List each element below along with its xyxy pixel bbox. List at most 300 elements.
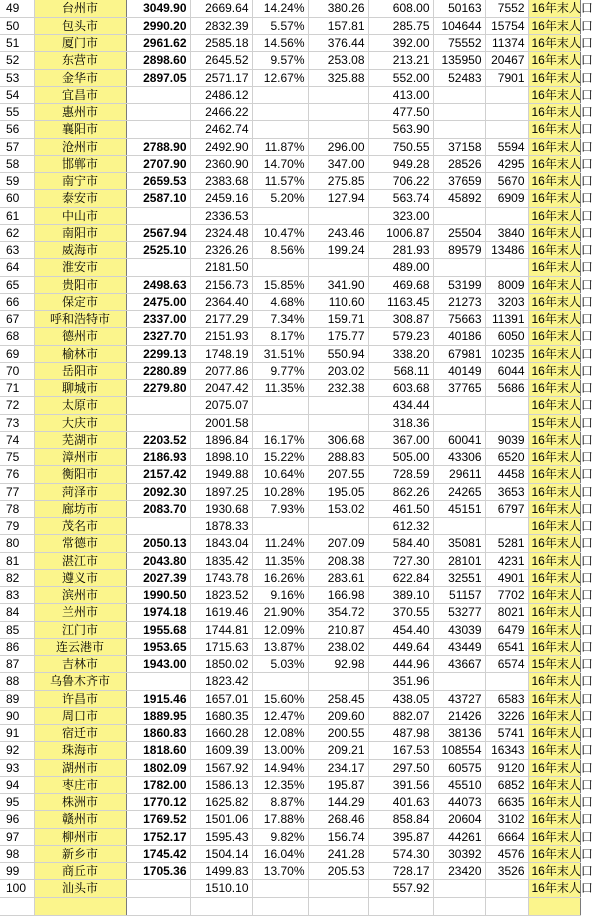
rank-cell[interactable]: 73: [0, 414, 34, 431]
population-cell[interactable]: 323.00: [368, 207, 433, 224]
rank-cell[interactable]: 72: [0, 397, 34, 414]
per-capita-cny-cell[interactable]: 135950: [433, 52, 485, 69]
rank-cell[interactable]: 75: [0, 449, 34, 466]
population-cell[interactable]: 351.96: [368, 673, 433, 690]
population-note-cell[interactable]: 16年末人口: [528, 224, 580, 241]
per-capita-usd-cell[interactable]: 5686: [485, 380, 528, 397]
per-capita-cny-cell[interactable]: 52483: [433, 69, 485, 86]
city-name-cell[interactable]: 廊坊市: [34, 500, 126, 517]
increment-cell[interactable]: 376.44: [308, 35, 368, 52]
gdp-2017-cell[interactable]: 1782.00: [126, 776, 190, 793]
population-note-cell[interactable]: 16年末人口: [528, 190, 580, 207]
city-name-cell[interactable]: 泰安市: [34, 190, 126, 207]
gdp-2016-cell[interactable]: 2326.26: [190, 242, 252, 259]
growth-rate-cell[interactable]: 16.26%: [252, 569, 308, 586]
increment-cell[interactable]: 207.09: [308, 535, 368, 552]
population-note-cell[interactable]: 16年末人口: [528, 17, 580, 34]
per-capita-usd-cell[interactable]: 3840: [485, 224, 528, 241]
city-name-cell[interactable]: 常德市: [34, 535, 126, 552]
per-capita-cny-cell[interactable]: 37659: [433, 173, 485, 190]
per-capita-usd-cell[interactable]: 4231: [485, 552, 528, 569]
rank-cell[interactable]: 76: [0, 466, 34, 483]
city-name-cell[interactable]: 宿迁市: [34, 725, 126, 742]
increment-cell[interactable]: [308, 397, 368, 414]
per-capita-usd-cell[interactable]: 8021: [485, 604, 528, 621]
per-capita-cny-cell[interactable]: 24265: [433, 483, 485, 500]
per-capita-cny-cell[interactable]: [433, 414, 485, 431]
per-capita-usd-cell[interactable]: 3653: [485, 483, 528, 500]
gdp-2017-cell[interactable]: [126, 207, 190, 224]
per-capita-usd-cell[interactable]: [485, 86, 528, 103]
gdp-2016-cell[interactable]: 1501.06: [190, 811, 252, 828]
increment-cell[interactable]: 296.00: [308, 138, 368, 155]
gdp-2016-cell[interactable]: 2364.40: [190, 293, 252, 310]
gdp-2017-cell[interactable]: 3049.90: [126, 0, 190, 17]
city-name-cell[interactable]: 湖州市: [34, 759, 126, 776]
per-capita-cny-cell[interactable]: 43667: [433, 656, 485, 673]
population-cell[interactable]: 552.00: [368, 69, 433, 86]
growth-rate-cell[interactable]: 10.28%: [252, 483, 308, 500]
growth-rate-cell[interactable]: 10.64%: [252, 466, 308, 483]
gdp-2016-cell[interactable]: 2077.86: [190, 362, 252, 379]
population-note-cell[interactable]: 16年末人口: [528, 121, 580, 138]
per-capita-cny-cell[interactable]: 37158: [433, 138, 485, 155]
gdp-2017-cell[interactable]: 1974.18: [126, 604, 190, 621]
empty-cell[interactable]: [368, 897, 433, 915]
per-capita-usd-cell[interactable]: [485, 397, 528, 414]
gdp-2017-cell[interactable]: 2327.70: [126, 328, 190, 345]
gdp-2016-cell[interactable]: 2571.17: [190, 69, 252, 86]
population-note-cell[interactable]: 16年末人口: [528, 483, 580, 500]
growth-rate-cell[interactable]: 12.09%: [252, 621, 308, 638]
population-cell[interactable]: 1006.87: [368, 224, 433, 241]
growth-rate-cell[interactable]: 12.08%: [252, 725, 308, 742]
gdp-2016-cell[interactable]: 2360.90: [190, 155, 252, 172]
per-capita-usd-cell[interactable]: 5741: [485, 725, 528, 742]
gdp-2016-cell[interactable]: 1619.46: [190, 604, 252, 621]
gdp-2017-cell[interactable]: 1745.42: [126, 845, 190, 862]
per-capita-cny-cell[interactable]: 43449: [433, 638, 485, 655]
per-capita-cny-cell[interactable]: 37765: [433, 380, 485, 397]
gdp-2017-cell[interactable]: 1705.36: [126, 863, 190, 880]
gdp-2016-cell[interactable]: 1609.39: [190, 742, 252, 759]
city-name-cell[interactable]: 柳州市: [34, 828, 126, 845]
rank-cell[interactable]: 83: [0, 587, 34, 604]
per-capita-usd-cell[interactable]: 6909: [485, 190, 528, 207]
gdp-2016-cell[interactable]: 1510.10: [190, 880, 252, 897]
per-capita-cny-cell[interactable]: [433, 121, 485, 138]
empty-cell[interactable]: [433, 897, 485, 915]
increment-cell[interactable]: [308, 518, 368, 535]
per-capita-usd-cell[interactable]: 4576: [485, 845, 528, 862]
gdp-2016-cell[interactable]: 1949.88: [190, 466, 252, 483]
per-capita-usd-cell[interactable]: 11374: [485, 35, 528, 52]
city-name-cell[interactable]: 岳阳市: [34, 362, 126, 379]
population-cell[interactable]: 1163.45: [368, 293, 433, 310]
rank-cell[interactable]: 59: [0, 173, 34, 190]
gdp-2017-cell[interactable]: 2567.94: [126, 224, 190, 241]
rank-cell[interactable]: 100: [0, 880, 34, 897]
per-capita-cny-cell[interactable]: 44261: [433, 828, 485, 845]
per-capita-cny-cell[interactable]: 44073: [433, 794, 485, 811]
per-capita-cny-cell[interactable]: [433, 104, 485, 121]
population-note-cell[interactable]: 16年末人口: [528, 380, 580, 397]
rank-cell[interactable]: 91: [0, 725, 34, 742]
population-note-cell[interactable]: 16年末人口: [528, 173, 580, 190]
city-name-cell[interactable]: 滨州市: [34, 587, 126, 604]
rank-cell[interactable]: 71: [0, 380, 34, 397]
per-capita-usd-cell[interactable]: [485, 259, 528, 276]
per-capita-cny-cell[interactable]: 53277: [433, 604, 485, 621]
per-capita-usd-cell[interactable]: [485, 673, 528, 690]
city-name-cell[interactable]: 大庆市: [34, 414, 126, 431]
population-cell[interactable]: 213.21: [368, 52, 433, 69]
gdp-2016-cell[interactable]: 2324.48: [190, 224, 252, 241]
population-note-cell[interactable]: 16年末人口: [528, 776, 580, 793]
gdp-2017-cell[interactable]: [126, 880, 190, 897]
gdp-2016-cell[interactable]: 1499.83: [190, 863, 252, 880]
population-cell[interactable]: 461.50: [368, 500, 433, 517]
per-capita-usd-cell[interactable]: 7901: [485, 69, 528, 86]
city-name-cell[interactable]: 沧州市: [34, 138, 126, 155]
population-note-cell[interactable]: 16年末人口: [528, 207, 580, 224]
growth-rate-cell[interactable]: 15.22%: [252, 449, 308, 466]
gdp-2017-cell[interactable]: 1769.52: [126, 811, 190, 828]
per-capita-cny-cell[interactable]: [433, 259, 485, 276]
increment-cell[interactable]: 195.05: [308, 483, 368, 500]
increment-cell[interactable]: 209.21: [308, 742, 368, 759]
empty-cell[interactable]: [0, 897, 34, 915]
gdp-2016-cell[interactable]: 2462.74: [190, 121, 252, 138]
gdp-2016-cell[interactable]: 1897.25: [190, 483, 252, 500]
growth-rate-cell[interactable]: 7.93%: [252, 500, 308, 517]
city-name-cell[interactable]: 漳州市: [34, 449, 126, 466]
population-cell[interactable]: 318.36: [368, 414, 433, 431]
per-capita-cny-cell[interactable]: 45892: [433, 190, 485, 207]
population-note-cell[interactable]: 16年末人口: [528, 587, 580, 604]
per-capita-cny-cell[interactable]: 51157: [433, 587, 485, 604]
population-note-cell[interactable]: 16年末人口: [528, 621, 580, 638]
city-name-cell[interactable]: 包头市: [34, 17, 126, 34]
rank-cell[interactable]: 84: [0, 604, 34, 621]
gdp-2017-cell[interactable]: [126, 259, 190, 276]
increment-cell[interactable]: 347.00: [308, 155, 368, 172]
population-cell[interactable]: 454.40: [368, 621, 433, 638]
gdp-2016-cell[interactable]: 1748.19: [190, 345, 252, 362]
gdp-2017-cell[interactable]: 2788.90: [126, 138, 190, 155]
growth-rate-cell[interactable]: 11.35%: [252, 380, 308, 397]
city-name-cell[interactable]: 许昌市: [34, 690, 126, 707]
population-note-cell[interactable]: 16年末人口: [528, 742, 580, 759]
growth-rate-cell[interactable]: 21.90%: [252, 604, 308, 621]
increment-cell[interactable]: 253.08: [308, 52, 368, 69]
population-note-cell[interactable]: 15年末人口: [528, 656, 580, 673]
population-note-cell[interactable]: 16年末人口: [528, 552, 580, 569]
rank-cell[interactable]: 61: [0, 207, 34, 224]
growth-rate-cell[interactable]: 11.57%: [252, 173, 308, 190]
empty-cell[interactable]: [34, 897, 126, 915]
rank-cell[interactable]: 86: [0, 638, 34, 655]
per-capita-cny-cell[interactable]: [433, 880, 485, 897]
population-note-cell[interactable]: 16年末人口: [528, 345, 580, 362]
growth-rate-cell[interactable]: 8.17%: [252, 328, 308, 345]
per-capita-cny-cell[interactable]: 104644: [433, 17, 485, 34]
population-note-cell[interactable]: 16年末人口: [528, 569, 580, 586]
gdp-2016-cell[interactable]: 2669.64: [190, 0, 252, 17]
rank-cell[interactable]: 60: [0, 190, 34, 207]
increment-cell[interactable]: 203.02: [308, 362, 368, 379]
population-note-cell[interactable]: 16年末人口: [528, 863, 580, 880]
growth-rate-cell[interactable]: 12.47%: [252, 707, 308, 724]
gdp-2017-cell[interactable]: 1802.09: [126, 759, 190, 776]
population-note-cell[interactable]: 16年末人口: [528, 86, 580, 103]
per-capita-usd-cell[interactable]: 13486: [485, 242, 528, 259]
growth-rate-cell[interactable]: [252, 880, 308, 897]
rank-cell[interactable]: 55: [0, 104, 34, 121]
rank-cell[interactable]: 66: [0, 293, 34, 310]
growth-rate-cell[interactable]: 13.87%: [252, 638, 308, 655]
gdp-2017-cell[interactable]: 1860.83: [126, 725, 190, 742]
per-capita-usd-cell[interactable]: [485, 518, 528, 535]
increment-cell[interactable]: 207.55: [308, 466, 368, 483]
gdp-2017-cell[interactable]: 2027.39: [126, 569, 190, 586]
population-note-cell[interactable]: 16年末人口: [528, 138, 580, 155]
per-capita-usd-cell[interactable]: 6574: [485, 656, 528, 673]
population-note-cell[interactable]: 16年末人口: [528, 362, 580, 379]
population-cell[interactable]: 167.53: [368, 742, 433, 759]
growth-rate-cell[interactable]: 7.34%: [252, 311, 308, 328]
city-name-cell[interactable]: 兰州市: [34, 604, 126, 621]
growth-rate-cell[interactable]: 14.24%: [252, 0, 308, 17]
growth-rate-cell[interactable]: 9.16%: [252, 587, 308, 604]
growth-rate-cell[interactable]: [252, 121, 308, 138]
per-capita-usd-cell[interactable]: 6583: [485, 690, 528, 707]
per-capita-cny-cell[interactable]: 29611: [433, 466, 485, 483]
growth-rate-cell[interactable]: 11.35%: [252, 552, 308, 569]
per-capita-usd-cell[interactable]: 9039: [485, 431, 528, 448]
growth-rate-cell[interactable]: 11.87%: [252, 138, 308, 155]
growth-rate-cell[interactable]: [252, 673, 308, 690]
per-capita-cny-cell[interactable]: 35081: [433, 535, 485, 552]
population-note-cell[interactable]: 16年末人口: [528, 690, 580, 707]
per-capita-cny-cell[interactable]: 75663: [433, 311, 485, 328]
city-name-cell[interactable]: 商丘市: [34, 863, 126, 880]
city-name-cell[interactable]: 呼和浩特市: [34, 311, 126, 328]
rank-cell[interactable]: 53: [0, 69, 34, 86]
empty-cell[interactable]: [308, 897, 368, 915]
gdp-2017-cell[interactable]: 1889.95: [126, 707, 190, 724]
gdp-2017-cell[interactable]: [126, 414, 190, 431]
per-capita-cny-cell[interactable]: 53199: [433, 276, 485, 293]
empty-cell[interactable]: [528, 897, 580, 915]
population-note-cell[interactable]: 16年末人口: [528, 259, 580, 276]
gdp-2016-cell[interactable]: 2181.50: [190, 259, 252, 276]
growth-rate-cell[interactable]: 5.57%: [252, 17, 308, 34]
increment-cell[interactable]: 200.55: [308, 725, 368, 742]
city-name-cell[interactable]: 汕头市: [34, 880, 126, 897]
gdp-2016-cell[interactable]: 2585.18: [190, 35, 252, 52]
gdp-2017-cell[interactable]: 2587.10: [126, 190, 190, 207]
gdp-2017-cell[interactable]: 2475.00: [126, 293, 190, 310]
population-note-cell[interactable]: 16年末人口: [528, 828, 580, 845]
rank-cell[interactable]: 98: [0, 845, 34, 862]
growth-rate-cell[interactable]: 13.70%: [252, 863, 308, 880]
rank-cell[interactable]: 85: [0, 621, 34, 638]
growth-rate-cell[interactable]: 14.94%: [252, 759, 308, 776]
rank-cell[interactable]: 79: [0, 518, 34, 535]
increment-cell[interactable]: 243.46: [308, 224, 368, 241]
gdp-2017-cell[interactable]: 2186.93: [126, 449, 190, 466]
population-cell[interactable]: 444.96: [368, 656, 433, 673]
gdp-2017-cell[interactable]: 1818.60: [126, 742, 190, 759]
increment-cell[interactable]: [308, 673, 368, 690]
rank-cell[interactable]: 99: [0, 863, 34, 880]
gdp-2016-cell[interactable]: 1504.14: [190, 845, 252, 862]
city-name-cell[interactable]: 惠州市: [34, 104, 126, 121]
increment-cell[interactable]: 195.87: [308, 776, 368, 793]
gdp-2017-cell[interactable]: 2897.05: [126, 69, 190, 86]
population-note-cell[interactable]: 16年末人口: [528, 69, 580, 86]
gdp-2017-cell[interactable]: 2990.20: [126, 17, 190, 34]
per-capita-cny-cell[interactable]: 40186: [433, 328, 485, 345]
per-capita-cny-cell[interactable]: 67981: [433, 345, 485, 362]
rank-cell[interactable]: 77: [0, 483, 34, 500]
gdp-2017-cell[interactable]: 1955.68: [126, 621, 190, 638]
city-name-cell[interactable]: 东营市: [34, 52, 126, 69]
gdp-2017-cell[interactable]: 2203.52: [126, 431, 190, 448]
population-cell[interactable]: 728.59: [368, 466, 433, 483]
growth-rate-cell[interactable]: [252, 518, 308, 535]
per-capita-cny-cell[interactable]: 28526: [433, 155, 485, 172]
per-capita-cny-cell[interactable]: 50163: [433, 0, 485, 17]
population-note-cell[interactable]: 16年末人口: [528, 242, 580, 259]
growth-rate-cell[interactable]: 4.68%: [252, 293, 308, 310]
population-note-cell[interactable]: 16年末人口: [528, 449, 580, 466]
increment-cell[interactable]: 234.17: [308, 759, 368, 776]
rank-cell[interactable]: 82: [0, 569, 34, 586]
gdp-2016-cell[interactable]: 1657.01: [190, 690, 252, 707]
increment-cell[interactable]: 157.81: [308, 17, 368, 34]
gdp-2017-cell[interactable]: 2525.10: [126, 242, 190, 259]
per-capita-cny-cell[interactable]: [433, 86, 485, 103]
gdp-2016-cell[interactable]: 1715.63: [190, 638, 252, 655]
rank-cell[interactable]: 51: [0, 35, 34, 52]
gdp-2017-cell[interactable]: [126, 518, 190, 535]
population-cell[interactable]: 469.68: [368, 276, 433, 293]
population-cell[interactable]: 608.00: [368, 0, 433, 17]
growth-rate-cell[interactable]: 11.24%: [252, 535, 308, 552]
gdp-2016-cell[interactable]: 2047.42: [190, 380, 252, 397]
rank-cell[interactable]: 52: [0, 52, 34, 69]
population-cell[interactable]: 557.92: [368, 880, 433, 897]
growth-rate-cell[interactable]: 9.77%: [252, 362, 308, 379]
gdp-2016-cell[interactable]: 2466.22: [190, 104, 252, 121]
increment-cell[interactable]: 156.74: [308, 828, 368, 845]
city-name-cell[interactable]: 衡阳市: [34, 466, 126, 483]
increment-cell[interactable]: 325.88: [308, 69, 368, 86]
rank-cell[interactable]: 95: [0, 794, 34, 811]
population-note-cell[interactable]: 16年末人口: [528, 500, 580, 517]
gdp-2017-cell[interactable]: 1915.46: [126, 690, 190, 707]
rank-cell[interactable]: 74: [0, 431, 34, 448]
growth-rate-cell[interactable]: 13.00%: [252, 742, 308, 759]
population-cell[interactable]: 949.28: [368, 155, 433, 172]
population-cell[interactable]: 706.22: [368, 173, 433, 190]
per-capita-usd-cell[interactable]: 6797: [485, 500, 528, 517]
increment-cell[interactable]: 550.94: [308, 345, 368, 362]
rank-cell[interactable]: 50: [0, 17, 34, 34]
rank-cell[interactable]: 69: [0, 345, 34, 362]
gdp-2017-cell[interactable]: 2157.42: [126, 466, 190, 483]
per-capita-usd-cell[interactable]: 3102: [485, 811, 528, 828]
gdp-2017-cell[interactable]: 2279.80: [126, 380, 190, 397]
population-note-cell[interactable]: 16年末人口: [528, 311, 580, 328]
population-cell[interactable]: 370.55: [368, 604, 433, 621]
gdp-2016-cell[interactable]: 2832.39: [190, 17, 252, 34]
per-capita-usd-cell[interactable]: 3526: [485, 863, 528, 880]
per-capita-cny-cell[interactable]: 21273: [433, 293, 485, 310]
population-note-cell[interactable]: 16年末人口: [528, 604, 580, 621]
gdp-2016-cell[interactable]: 2177.29: [190, 311, 252, 328]
per-capita-cny-cell[interactable]: [433, 397, 485, 414]
increment-cell[interactable]: 110.60: [308, 293, 368, 310]
city-name-cell[interactable]: 榆林市: [34, 345, 126, 362]
empty-cell[interactable]: [126, 897, 190, 915]
population-note-cell[interactable]: 16年末人口: [528, 794, 580, 811]
gdp-2017-cell[interactable]: 2898.60: [126, 52, 190, 69]
per-capita-cny-cell[interactable]: 32551: [433, 569, 485, 586]
per-capita-cny-cell[interactable]: 60041: [433, 431, 485, 448]
per-capita-usd-cell[interactable]: 4901: [485, 569, 528, 586]
city-name-cell[interactable]: 连云港市: [34, 638, 126, 655]
city-name-cell[interactable]: 贵阳市: [34, 276, 126, 293]
rank-cell[interactable]: 67: [0, 311, 34, 328]
gdp-2017-cell[interactable]: [126, 673, 190, 690]
per-capita-cny-cell[interactable]: 108554: [433, 742, 485, 759]
growth-rate-cell[interactable]: 8.56%: [252, 242, 308, 259]
population-cell[interactable]: 338.20: [368, 345, 433, 362]
city-name-cell[interactable]: 厦门市: [34, 35, 126, 52]
gdp-2017-cell[interactable]: 2092.30: [126, 483, 190, 500]
empty-cell[interactable]: [252, 897, 308, 915]
city-name-cell[interactable]: 襄阳市: [34, 121, 126, 138]
population-cell[interactable]: 391.56: [368, 776, 433, 793]
rank-cell[interactable]: 93: [0, 759, 34, 776]
rank-cell[interactable]: 80: [0, 535, 34, 552]
growth-rate-cell[interactable]: 14.56%: [252, 35, 308, 52]
city-name-cell[interactable]: 台州市: [34, 0, 126, 17]
rank-cell[interactable]: 70: [0, 362, 34, 379]
per-capita-usd-cell[interactable]: 7552: [485, 0, 528, 17]
population-note-cell[interactable]: 16年末人口: [528, 845, 580, 862]
city-name-cell[interactable]: 邯郸市: [34, 155, 126, 172]
gdp-2017-cell[interactable]: 2498.63: [126, 276, 190, 293]
population-note-cell[interactable]: 16年末人口: [528, 328, 580, 345]
gdp-2016-cell[interactable]: 1823.42: [190, 673, 252, 690]
population-note-cell[interactable]: 16年末人口: [528, 638, 580, 655]
population-note-cell[interactable]: 16年末人口: [528, 759, 580, 776]
city-name-cell[interactable]: 宜昌市: [34, 86, 126, 103]
per-capita-cny-cell[interactable]: 75552: [433, 35, 485, 52]
increment-cell[interactable]: 210.87: [308, 621, 368, 638]
per-capita-usd-cell[interactable]: 10235: [485, 345, 528, 362]
city-name-cell[interactable]: 金华市: [34, 69, 126, 86]
rank-cell[interactable]: 65: [0, 276, 34, 293]
per-capita-cny-cell[interactable]: 30392: [433, 845, 485, 862]
population-note-cell[interactable]: 16年末人口: [528, 35, 580, 52]
gdp-2016-cell[interactable]: 1625.82: [190, 794, 252, 811]
gdp-2016-cell[interactable]: 1743.78: [190, 569, 252, 586]
